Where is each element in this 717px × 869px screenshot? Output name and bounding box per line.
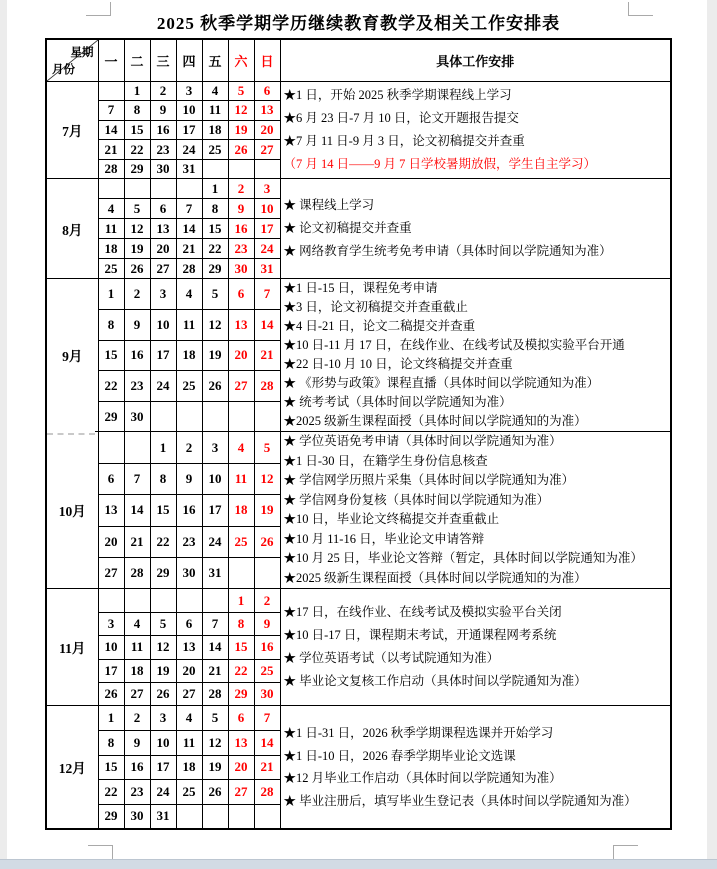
calendar-day: 25	[98, 259, 124, 279]
calendar-day: 29	[150, 558, 176, 589]
work-item: ★ 学信网学历照片采集（具体时间以学院通知为准）	[283, 473, 575, 488]
work-item: ★ 毕业论文复核工作启动（具体时间以学院通知为准）	[283, 674, 587, 689]
calendar-day: 8	[228, 612, 254, 635]
calendar-day: 1	[202, 179, 228, 199]
work-item: ★1 日-15 日，课程免考申请	[283, 281, 438, 296]
calendar-week-row	[46, 589, 671, 612]
calendar-day: 21	[98, 140, 124, 160]
calendar-day: 2	[124, 706, 150, 731]
calendar-day-empty	[124, 432, 150, 463]
calendar-day: 4	[176, 279, 202, 310]
calendar-day: 8	[150, 463, 176, 494]
calendar-day: 4	[228, 432, 254, 463]
calendar-day: 30	[254, 683, 280, 706]
calendar-day: 27	[254, 140, 280, 160]
calendar-day: 17	[98, 659, 124, 682]
text-boundary-mark-bottom-left	[88, 845, 113, 859]
work-arrangements-cell	[280, 589, 671, 706]
calendar-day: 10	[254, 199, 280, 219]
work-item: ★ 毕业注册后，填写毕业生登记表（具体时间以学院通知为准）	[283, 793, 637, 808]
calendar-day: 29	[228, 683, 254, 706]
calendar-day: 5	[202, 279, 228, 310]
calendar-day: 16	[254, 636, 280, 659]
calendar-day: 10	[150, 310, 176, 341]
work-item: ★7 月 11 日-9 月 3 日，论文初稿提交并查重	[283, 133, 525, 148]
work-item: ★1 日-10 日，2026 春季学期毕业论文选课	[283, 748, 516, 763]
work-item: ★ 网络教育学生统考免考申请（具体时间以学院通知为准）	[283, 244, 612, 259]
calendar-day-empty	[228, 804, 254, 829]
calendar-day: 21	[202, 659, 228, 682]
calendar-day-empty	[254, 401, 280, 432]
calendar-day: 6	[98, 463, 124, 494]
month-label: 7月	[46, 81, 98, 179]
calendar-day: 12	[228, 101, 254, 121]
calendar-day: 15	[228, 636, 254, 659]
calendar-day: 19	[228, 120, 254, 140]
calendar-day: 1	[150, 432, 176, 463]
calendar-day: 17	[150, 340, 176, 371]
document-title: 2025 秋季学期学历继续教育教学及相关工作安排表	[156, 14, 561, 33]
calendar-day: 25	[254, 659, 280, 682]
calendar-day: 19	[124, 239, 150, 259]
work-arrangements-cell	[280, 279, 671, 432]
calendar-day: 16	[176, 495, 202, 526]
calendar-day: 18	[176, 755, 202, 780]
calendar-day-empty	[98, 179, 124, 199]
page-break-dash-mark	[47, 431, 95, 437]
weekday-header-5: 五	[202, 39, 228, 81]
calendar-day: 2	[254, 589, 280, 612]
page-edge-right	[707, 0, 717, 868]
calendar-day: 15	[150, 495, 176, 526]
calendar-day: 5	[150, 612, 176, 635]
calendar-day: 3	[150, 706, 176, 731]
calendar-day: 24	[150, 780, 176, 805]
calendar-day: 8	[124, 101, 150, 121]
calendar-day: 6	[254, 81, 280, 101]
work-item: ★1 日-31 日，2026 秋季学期课程选课并开始学习	[283, 726, 554, 741]
calendar-day: 12	[202, 731, 228, 756]
calendar-day-empty	[228, 558, 254, 589]
calendar-day: 30	[124, 401, 150, 432]
calendar-day: 15	[98, 755, 124, 780]
work-item: ★1 日，开始 2025 秋季学期课程线上学习	[283, 87, 512, 102]
calendar-day-empty	[228, 159, 254, 179]
calendar-day: 19	[254, 495, 280, 526]
weekday-header-6: 六	[228, 39, 254, 81]
calendar-day: 16	[228, 219, 254, 239]
calendar-day: 13	[98, 495, 124, 526]
calendar-day: 18	[176, 340, 202, 371]
calendar-day: 3	[254, 179, 280, 199]
calendar-day: 27	[124, 683, 150, 706]
work-item: ★ 《形势与政策》课程直播（具体时间以学院通知为准）	[283, 376, 600, 391]
calendar-day: 12	[124, 219, 150, 239]
calendar-day: 30	[176, 558, 202, 589]
work-item-list	[281, 722, 671, 812]
calendar-day: 4	[202, 81, 228, 101]
calendar-day: 27	[176, 683, 202, 706]
calendar-day-empty	[176, 179, 202, 199]
month-label: 10月	[46, 432, 98, 589]
calendar-day-empty	[228, 401, 254, 432]
weekday-header-2: 二	[124, 39, 150, 81]
calendar-day: 9	[124, 310, 150, 341]
work-item: ★17 日，在线作业、在线考试及模拟实验平台关闭	[283, 605, 562, 620]
calendar-day: 22	[98, 780, 124, 805]
work-item: ★2025 级新生课程面授（具体时间以学院通知的为准）	[283, 570, 587, 585]
work-item-list	[281, 432, 671, 588]
calendar-day: 13	[228, 731, 254, 756]
calendar-day-empty	[202, 589, 228, 612]
work-item: ★22 日-10 月 10 日，论文终稿提交并查重	[283, 357, 513, 372]
calendar-day: 1	[228, 589, 254, 612]
calendar-day: 10	[98, 636, 124, 659]
calendar-day: 17	[176, 120, 202, 140]
calendar-day: 9	[176, 463, 202, 494]
calendar-day: 26	[202, 780, 228, 805]
calendar-day: 10	[176, 101, 202, 121]
calendar-day-empty	[98, 432, 124, 463]
calendar-day: 1	[98, 279, 124, 310]
work-item-list	[281, 279, 671, 431]
calendar-day: 27	[228, 371, 254, 402]
calendar-day: 18	[202, 120, 228, 140]
calendar-day: 3	[150, 279, 176, 310]
calendar-day: 28	[124, 558, 150, 589]
calendar-day: 24	[202, 526, 228, 557]
calendar-day: 23	[228, 239, 254, 259]
calendar-day: 5	[254, 432, 280, 463]
calendar-day: 18	[228, 495, 254, 526]
calendar-day: 2	[150, 81, 176, 101]
calendar-day: 7	[254, 706, 280, 731]
calendar-day: 8	[202, 199, 228, 219]
calendar-day: 5	[124, 199, 150, 219]
calendar-day: 11	[98, 219, 124, 239]
calendar-day: 6	[176, 612, 202, 635]
calendar-day: 26	[228, 140, 254, 160]
calendar-day: 9	[228, 199, 254, 219]
calendar-day-empty	[254, 159, 280, 179]
calendar-day-empty	[202, 401, 228, 432]
work-item: ★ 学位英语免考申请（具体时间以学院通知为准）	[283, 434, 562, 449]
work-item: ★3 日，论文初稿提交并查重截止	[283, 300, 468, 315]
calendar-day: 11	[176, 310, 202, 341]
corner-month-label: 月份	[52, 63, 75, 76]
calendar-day: 21	[176, 239, 202, 259]
calendar-day: 11	[176, 731, 202, 756]
calendar-day: 15	[202, 219, 228, 239]
calendar-day: 11	[228, 463, 254, 494]
calendar-day: 3	[202, 432, 228, 463]
calendar-day: 11	[202, 101, 228, 121]
work-arrangements-cell	[280, 706, 671, 829]
work-item: ★ 论文初稿提交并查重	[283, 221, 412, 236]
calendar-day: 6	[228, 279, 254, 310]
calendar-day: 30	[228, 259, 254, 279]
calendar-day: 10	[202, 463, 228, 494]
work-item: ★10 日-11 月 17 日，在线作业、在线考试及模拟实验平台开通	[283, 338, 625, 353]
calendar-day: 17	[202, 495, 228, 526]
table-header-row	[46, 39, 671, 81]
calendar-day: 8	[98, 310, 124, 341]
calendar-day-empty	[202, 804, 228, 829]
calendar-day-empty	[176, 401, 202, 432]
calendar-day: 9	[124, 731, 150, 756]
calendar-day-empty	[202, 159, 228, 179]
weekday-header-1: 一	[98, 39, 124, 81]
calendar-day: 3	[176, 81, 202, 101]
calendar-day: 9	[254, 612, 280, 635]
month-label: 11月	[46, 589, 98, 706]
work-item-list	[281, 601, 671, 693]
calendar-day: 23	[124, 371, 150, 402]
calendar-day: 16	[124, 755, 150, 780]
calendar-day: 23	[150, 140, 176, 160]
work-item: ★ 统考考试（具体时间以学院通知为准）	[283, 395, 512, 410]
calendar-day-empty	[98, 81, 124, 101]
calendar-day: 7	[202, 612, 228, 635]
calendar-week-row	[46, 279, 671, 310]
work-item: ★10 月 11-16 日，毕业论文申请答辩	[283, 531, 485, 546]
calendar-day: 20	[150, 239, 176, 259]
corner-week-label: 星期	[70, 47, 94, 59]
calendar-day: 29	[124, 159, 150, 179]
calendar-day: 19	[150, 659, 176, 682]
calendar-day: 13	[150, 219, 176, 239]
calendar-day: 28	[98, 159, 124, 179]
calendar-day: 12	[150, 636, 176, 659]
calendar-day: 15	[98, 340, 124, 371]
calendar-day: 14	[254, 731, 280, 756]
calendar-day: 16	[124, 340, 150, 371]
calendar-week-row	[46, 179, 671, 199]
calendar-day: 20	[254, 120, 280, 140]
work-item: ★ 课程线上学习	[283, 198, 375, 213]
calendar-day: 17	[254, 219, 280, 239]
schedule-table	[45, 38, 672, 830]
calendar-day: 2	[124, 279, 150, 310]
work-item: ★6 月 23 日-7 月 10 日，论文开题报告提交	[283, 110, 519, 125]
calendar-day: 19	[202, 755, 228, 780]
calendar-day: 6	[150, 199, 176, 219]
calendar-day-empty	[176, 589, 202, 612]
calendar-day: 22	[228, 659, 254, 682]
calendar-day: 4	[98, 199, 124, 219]
calendar-day: 13	[228, 310, 254, 341]
calendar-day: 13	[176, 636, 202, 659]
calendar-day: 14	[202, 636, 228, 659]
calendar-day: 28	[254, 780, 280, 805]
calendar-day: 17	[150, 755, 176, 780]
month-label: 9月	[46, 279, 98, 432]
calendar-day: 26	[124, 259, 150, 279]
calendar-day: 26	[254, 526, 280, 557]
calendar-day: 22	[202, 239, 228, 259]
work-item: ★10 日-17 日，课程期末考试，开通课程网考系统	[283, 628, 557, 643]
calendar-day: 25	[176, 371, 202, 402]
calendar-day: 20	[98, 526, 124, 557]
calendar-day: 14	[98, 120, 124, 140]
calendar-day: 30	[124, 804, 150, 829]
calendar-day-empty	[176, 804, 202, 829]
work-item: ★ 学位英语考试（以考试院通知为准）	[283, 651, 500, 666]
calendar-day: 14	[254, 310, 280, 341]
calendar-day: 25	[228, 526, 254, 557]
calendar-day: 27	[150, 259, 176, 279]
calendar-day: 23	[176, 526, 202, 557]
weekday-header-7: 日	[254, 39, 280, 81]
calendar-day: 24	[254, 239, 280, 259]
calendar-day: 21	[254, 755, 280, 780]
calendar-day: 20	[228, 340, 254, 371]
calendar-day: 8	[98, 731, 124, 756]
calendar-day: 16	[150, 120, 176, 140]
calendar-day: 7	[254, 279, 280, 310]
calendar-day: 12	[254, 463, 280, 494]
calendar-day: 26	[202, 371, 228, 402]
calendar-day: 12	[202, 310, 228, 341]
calendar-day-empty	[150, 589, 176, 612]
work-arrangements-cell	[280, 179, 671, 279]
work-arrangements-cell	[280, 81, 671, 179]
calendar-day: 19	[202, 340, 228, 371]
calendar-day: 1	[98, 706, 124, 731]
work-item: ★4 日-21 日，论文二稿提交并查重	[283, 319, 476, 334]
calendar-day-empty	[150, 401, 176, 432]
calendar-day: 5	[228, 81, 254, 101]
calendar-day: 29	[202, 259, 228, 279]
calendar-day: 21	[254, 340, 280, 371]
calendar-day: 31	[176, 159, 202, 179]
calendar-day: 7	[98, 101, 124, 121]
calendar-day: 31	[202, 558, 228, 589]
calendar-day: 20	[176, 659, 202, 682]
calendar-day-empty	[98, 589, 124, 612]
work-arrangements-cell	[280, 432, 671, 589]
calendar-day: 9	[150, 101, 176, 121]
calendar-day: 23	[124, 780, 150, 805]
calendar-day: 28	[254, 371, 280, 402]
calendar-day: 18	[124, 659, 150, 682]
calendar-day: 6	[228, 706, 254, 731]
calendar-day: 14	[176, 219, 202, 239]
work-item-list	[281, 84, 671, 176]
calendar-day: 28	[202, 683, 228, 706]
calendar-day-empty	[150, 179, 176, 199]
page-edge-left	[0, 0, 7, 868]
calendar-day: 27	[98, 558, 124, 589]
calendar-day: 29	[98, 804, 124, 829]
calendar-day: 24	[176, 140, 202, 160]
calendar-day: 2	[228, 179, 254, 199]
calendar-day: 14	[124, 495, 150, 526]
work-item: ★ 学信网身份复核（具体时间以学院通知为准）	[283, 492, 550, 507]
work-item: ★10 日，毕业论文终稿提交并查重截止	[283, 512, 500, 527]
calendar-day-empty	[254, 558, 280, 589]
work-item: ★10 月 25 日，毕业论文答辩（暂定，具体时间以学院通知为准）	[283, 551, 643, 566]
text-boundary-mark-bottom-right	[613, 845, 638, 859]
calendar-day: 25	[176, 780, 202, 805]
calendar-day: 7	[176, 199, 202, 219]
calendar-day: 20	[228, 755, 254, 780]
weekday-header-4: 四	[176, 39, 202, 81]
work-item: ★1 日-30 日，在籍学生身份信息核查	[283, 453, 488, 468]
calendar-day: 29	[98, 401, 124, 432]
calendar-day-empty	[124, 179, 150, 199]
calendar-day: 3	[98, 612, 124, 635]
calendar-day: 7	[124, 463, 150, 494]
calendar-day: 27	[228, 780, 254, 805]
calendar-day: 22	[150, 526, 176, 557]
month-label: 8月	[46, 179, 98, 279]
calendar-day: 31	[150, 804, 176, 829]
work-item: （7 月 14 日——9 月 7 日学校暑期放假，学生自主学习）	[283, 156, 597, 171]
calendar-day: 13	[254, 101, 280, 121]
work-arrangement-header: 具体工作安排	[280, 39, 671, 81]
calendar-day: 18	[98, 239, 124, 259]
calendar-day: 26	[150, 683, 176, 706]
calendar-day-empty	[124, 589, 150, 612]
calendar-day: 26	[98, 683, 124, 706]
calendar-day-empty	[254, 804, 280, 829]
calendar-day: 1	[124, 81, 150, 101]
calendar-day: 30	[150, 159, 176, 179]
calendar-day: 31	[254, 259, 280, 279]
calendar-day: 28	[176, 259, 202, 279]
month-label: 12月	[46, 706, 98, 829]
calendar-day: 24	[150, 371, 176, 402]
calendar-day: 21	[124, 526, 150, 557]
calendar-day: 5	[202, 706, 228, 731]
work-item: ★2025 级新生课程面授（具体时间以学院通知的为准）	[283, 414, 587, 429]
work-item: ★12 月毕业工作启动（具体时间以学院通知为准）	[283, 771, 562, 786]
work-item-list	[281, 194, 671, 263]
calendar-day: 11	[124, 636, 150, 659]
calendar-day: 22	[98, 371, 124, 402]
calendar-week-row	[46, 706, 671, 731]
calendar-week-row	[46, 81, 671, 101]
calendar-day: 4	[124, 612, 150, 635]
calendar-day: 15	[124, 120, 150, 140]
corner-cell	[46, 39, 98, 81]
weekday-header-3: 三	[150, 39, 176, 81]
calendar-day: 2	[176, 432, 202, 463]
calendar-week-row	[46, 432, 671, 463]
calendar-day: 10	[150, 731, 176, 756]
calendar-day: 4	[176, 706, 202, 731]
calendar-day: 25	[202, 140, 228, 160]
calendar-day: 22	[124, 140, 150, 160]
